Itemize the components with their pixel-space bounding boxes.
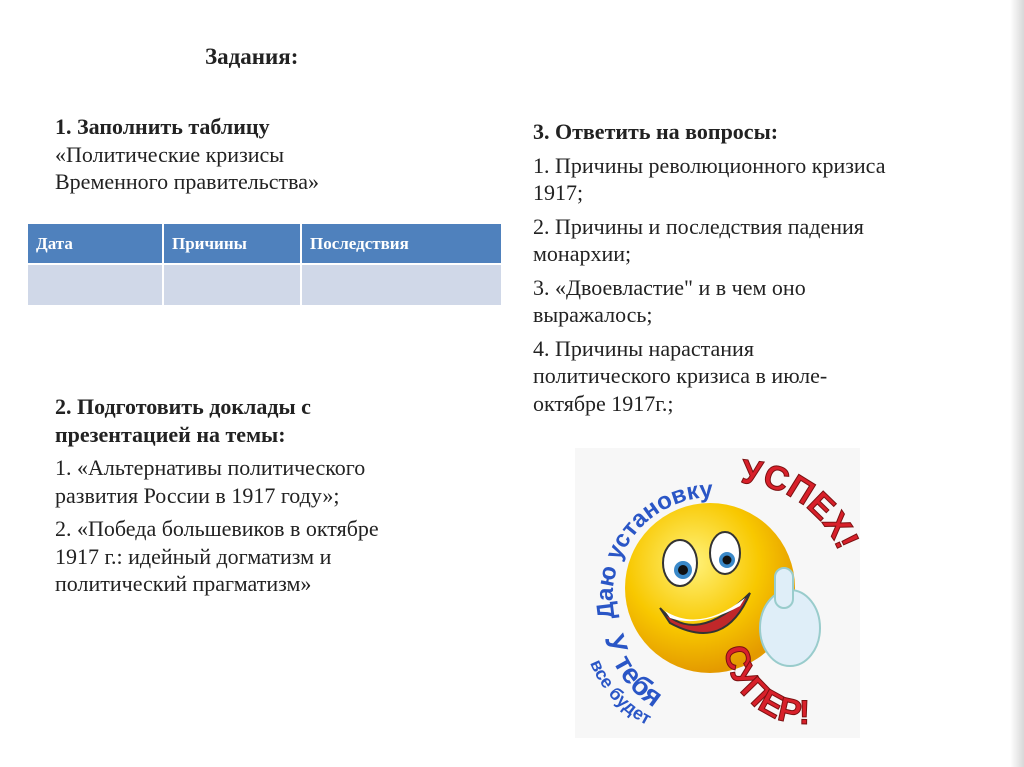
task-2-heading: 2. Подготовить доклады с (55, 394, 311, 419)
slogan-text: УСПЕХ (739, 452, 860, 546)
list-item-line: выражалось; (533, 302, 653, 327)
list-item-line: 4. Причины нарастания (533, 335, 754, 361)
task-3 (533, 118, 885, 417)
task-1-line: «Политические кризисы (55, 141, 285, 167)
list-item-line: 2. Причины и последствия падения (533, 213, 864, 239)
task-2 (55, 393, 379, 598)
task-1-line: Временного правительства» (55, 169, 319, 194)
list-item-line: 1917; (533, 180, 584, 205)
slide-title: Задания: (205, 44, 299, 69)
list-item (55, 515, 379, 598)
success-smiley-image (575, 448, 860, 738)
slogan-text: У тебя (598, 630, 669, 713)
smiley-icon (575, 448, 860, 738)
table-cell (27, 264, 163, 306)
column-header-causes: Причины (163, 223, 301, 264)
column-header-date: Дата (27, 223, 163, 264)
list-item (533, 152, 885, 207)
task-2-heading: презентацией на темы: (55, 421, 286, 447)
list-item-line: октябре 1917г.; (533, 390, 674, 416)
list-item (55, 454, 379, 509)
list-item-line: политический прагматизм» (55, 571, 312, 596)
column-header-consequences: Последствия (301, 223, 502, 264)
table-cell (301, 264, 502, 306)
slogan-text: Даю установку (591, 476, 714, 621)
list-item-line: 3. «Двоевластие" и в чем оно (533, 274, 806, 300)
slogan-text: все будет (586, 656, 655, 729)
crises-table (26, 222, 503, 307)
list-item-line: развития России в 1917 году»; (55, 482, 340, 508)
list-item-line: 2. «Победа большевиков в октябре (55, 516, 379, 541)
table-row (27, 264, 502, 306)
list-item-line: монархии; (533, 241, 632, 266)
task-1-heading: 1. Заполнить таблицу (55, 114, 270, 139)
task-3-heading: 3. Ответить на вопросы: (533, 119, 779, 144)
list-item (533, 335, 885, 418)
list-item-line: 1. «Альтернативы политического (55, 455, 366, 480)
slogan-text: СУПЕР! (716, 642, 811, 733)
slide-edge-shadow (1010, 0, 1024, 767)
list-item-line: 1917 г.: идейный догматизм и (55, 543, 332, 569)
list-item-line: политического кризиса в июле- (533, 363, 828, 388)
list-item (533, 274, 885, 329)
task-1 (55, 113, 319, 196)
list-item-line: 1. Причины революционного кризиса (533, 152, 886, 178)
table-cell (163, 264, 301, 306)
list-item (533, 213, 885, 268)
